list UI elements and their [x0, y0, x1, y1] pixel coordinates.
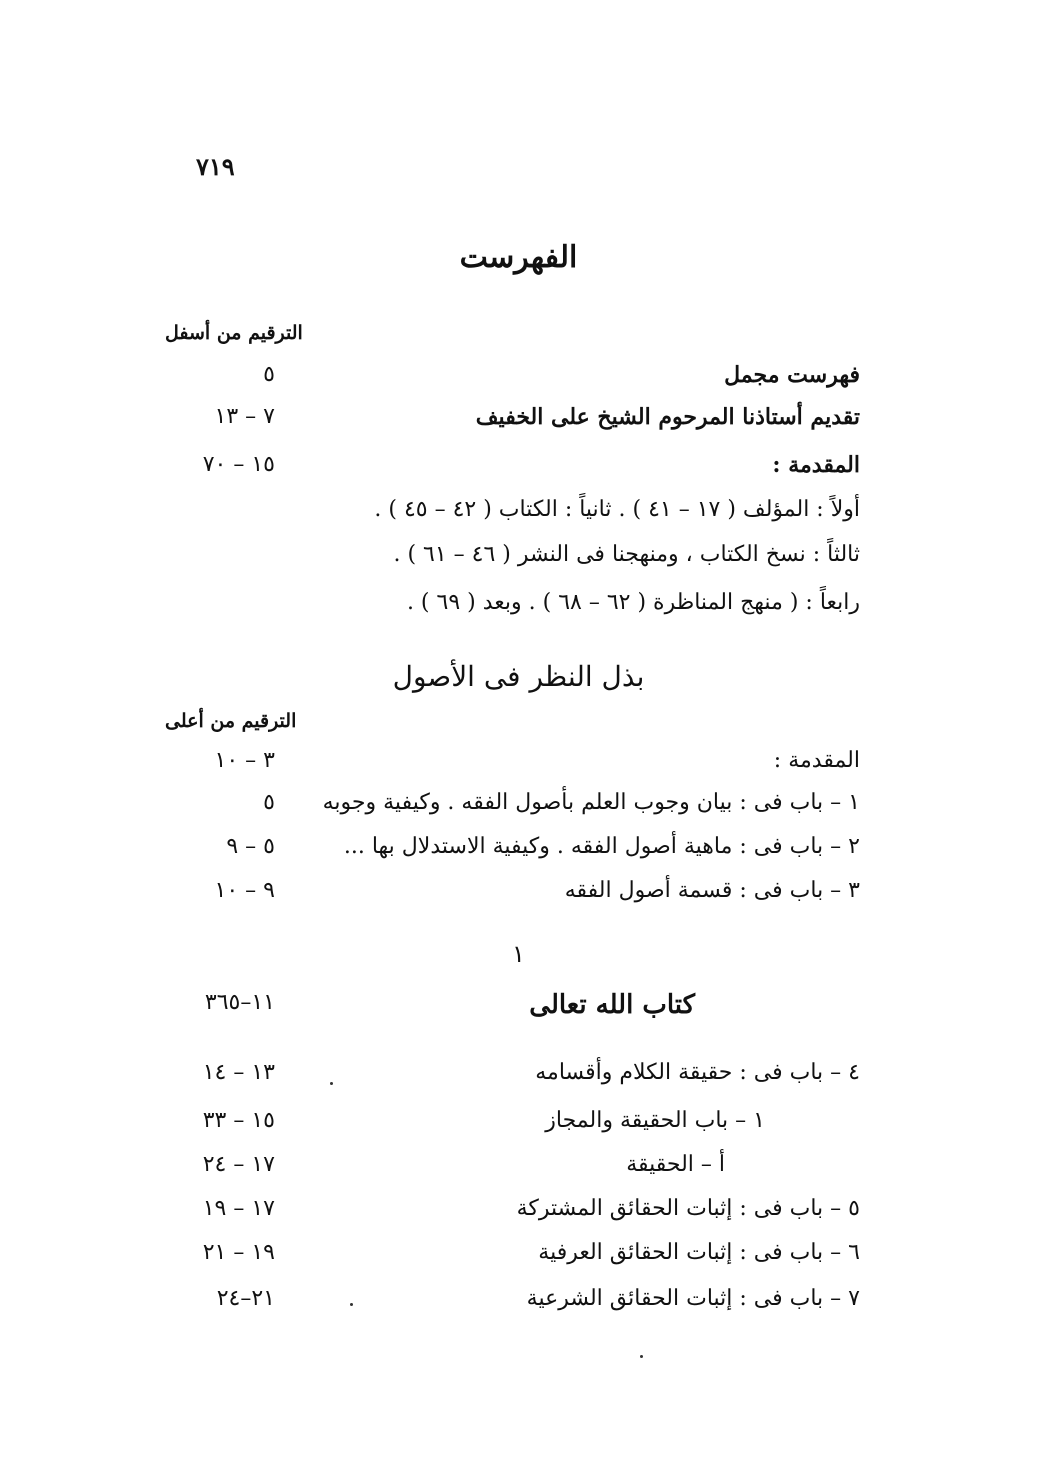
toc-entry — [160, 362, 860, 402]
print-speck — [640, 1355, 643, 1358]
part-title: كتاب الله تعالى — [529, 990, 695, 1020]
toc-entry-text: ثالثاً : نسخ الكتاب ، ومنهجنا فى النشر ( ٤٦ – ٦١ ) . — [393, 542, 860, 567]
toc-entry-text: ٧ – باب فى : إثبات الحقائق الشرعية — [526, 1286, 860, 1311]
toc-entry-pages: ٥ — [263, 790, 275, 815]
toc-entry-text: المقدمة : — [773, 748, 860, 773]
page-number: ٧١٩ — [196, 152, 235, 181]
toc-entry-text: تقديم أستاذنا المرحوم الشيخ على الخفيف — [475, 404, 860, 430]
toc-entry-text: رابعاً : ( منهج المناظرة ( ٦٢ – ٦٨ ) . وبعد ( ٦٩ ) . — [406, 590, 860, 615]
toc-entry — [160, 1108, 860, 1148]
book-title: بذل النظر فى الأصول — [392, 660, 645, 693]
toc-entry-text: ٦ – باب فى : إثبات الحقائق العرفية — [538, 1240, 860, 1265]
toc-entry — [160, 1152, 860, 1192]
toc-entry-text: أولاً : المؤلف ( ١٧ – ٤١ ) . ثانياً : الكتاب ( ٤٢ – ٤٥ ) . — [374, 497, 860, 522]
toc-entry-text: ٣ – باب فى : قسمة أصول الفقه — [564, 878, 860, 903]
toc-entry-pages: ١٩ – ٢١ — [202, 1240, 275, 1265]
part-number: ١ — [512, 940, 525, 968]
toc-entry-text: ٢ – باب فى : ماهية أصول الفقه . وكيفية الاستدلال بها ... — [343, 834, 860, 859]
toc-entry — [160, 878, 860, 918]
toc-entry-text: ١ – باب الحقيقة والمجاز — [545, 1108, 765, 1133]
print-speck — [330, 1082, 333, 1085]
toc-entry-pages: ١٧ – ٢٤ — [202, 1152, 275, 1177]
toc-entry-pages: ٥ — [263, 362, 275, 387]
toc-entry-pages: ١٣ – ١٤ — [202, 1060, 275, 1085]
toc-entry-text: ٥ – باب فى : إثبات الحقائق المشتركة — [516, 1196, 860, 1221]
page-title: الفهرست — [459, 240, 578, 275]
toc-entry — [160, 542, 860, 582]
toc-entry-text: فهرست مجمل — [724, 362, 860, 388]
toc-entry-pages: ٢١–٢٤ — [216, 1286, 275, 1311]
toc-entry — [160, 790, 860, 830]
toc-entry — [160, 1060, 860, 1100]
toc-entry — [160, 590, 860, 630]
toc-entry-pages: ٧ – ١٣ — [214, 404, 275, 429]
toc-entry-pages: ٣ – ١٠ — [214, 748, 275, 773]
toc-entry — [160, 834, 860, 874]
toc-entry-pages: ٥ – ٩ — [226, 834, 275, 859]
part-heading — [160, 990, 860, 1030]
toc-entry-text: ١ – باب فى : بيان وجوب العلم بأصول الفقه . وكيفية وجوبه — [322, 790, 860, 815]
toc-entry-pages: ١٧ – ١٩ — [202, 1196, 275, 1221]
toc-entry — [160, 404, 860, 444]
toc-entry — [160, 1196, 860, 1236]
toc-entry-pages: ١٥ – ٣٣ — [202, 1108, 275, 1133]
column-header-bottom-numbering: الترقيم من أسفل — [165, 322, 303, 344]
toc-entry — [160, 452, 860, 492]
toc-entry-text: ٤ – باب فى : حقيقة الكلام وأقسامه — [535, 1060, 860, 1085]
toc-entry — [160, 497, 860, 537]
toc-entry-text: أ – الحقيقة — [626, 1152, 725, 1177]
toc-entry-text: المقدمة : — [772, 452, 860, 478]
toc-entry — [160, 1240, 860, 1280]
toc-entry-pages: ٩ – ١٠ — [214, 878, 275, 903]
toc-entry — [160, 748, 860, 788]
toc-entry — [160, 1286, 860, 1326]
toc-entry-pages: ١١–٣٦٥ — [204, 990, 275, 1015]
column-header-top-numbering: الترقيم من أعلى — [165, 710, 297, 732]
print-speck — [350, 1303, 353, 1306]
toc-entry-pages: ١٥ – ٧٠ — [202, 452, 275, 477]
